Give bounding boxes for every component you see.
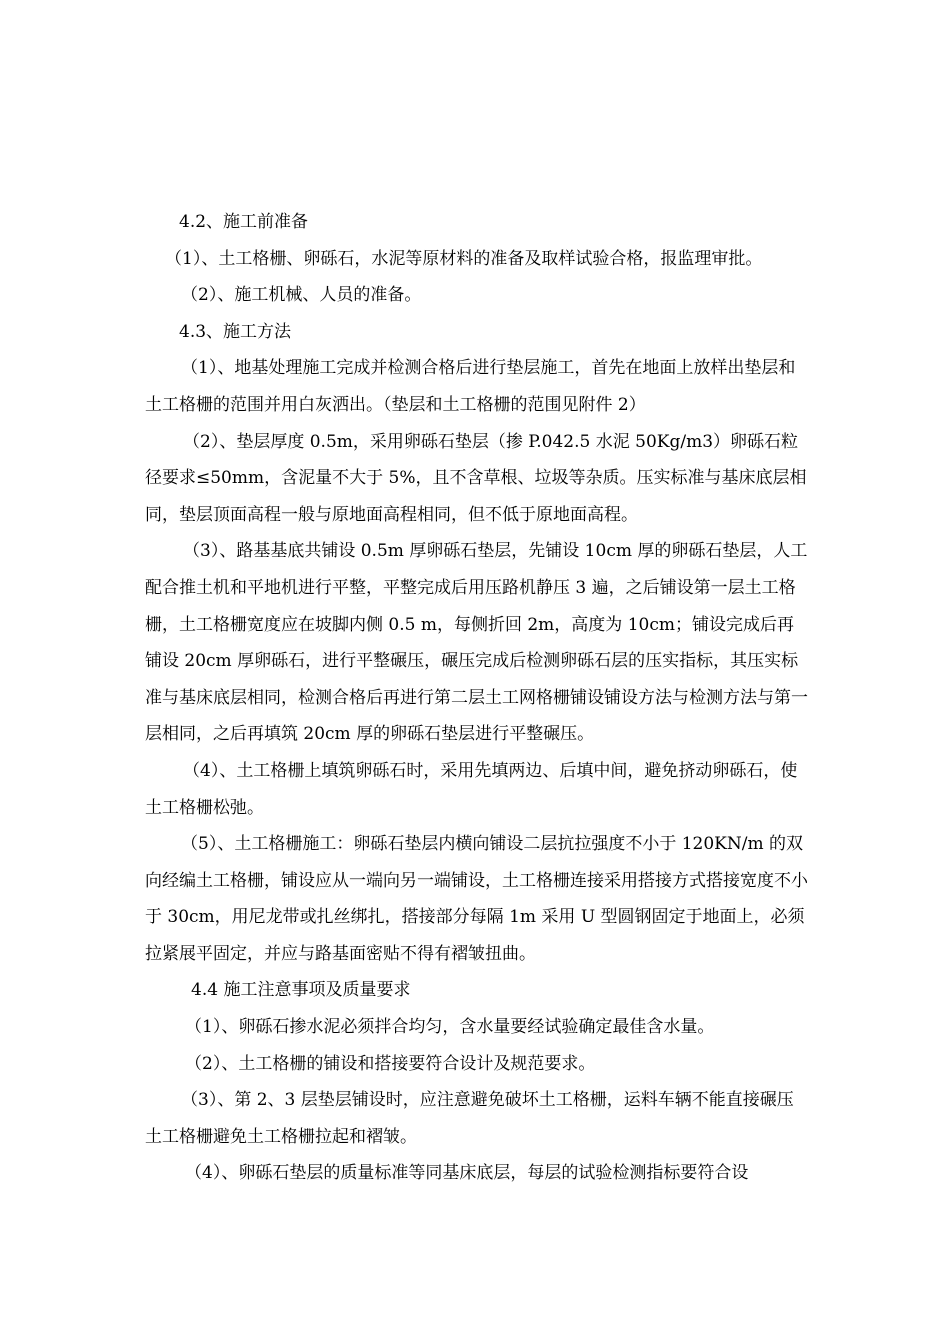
paragraph-method-2: （2）、垫层厚度 0.5m，采用卵砾石垫层（掺 P.042.5 水泥 50Kg/m3）卵砾石粒径要求≤50mm，含泥量不大于 5%，且不含草根、垃圾等杂质。压实标准与基床底层相同，垫层顶面高程一般与原地面高程相同，但不低于原地面高程。 [145, 431, 807, 525]
paragraph-method-5: （5）、土工格栅施工：卵砾石垫层内横向铺设二层抗拉强度不小于 120KN/m 的双向经编土工格栅，铺设应从一端向另一端铺设，土工格栅连接采用搭接方式搭接宽度不小于 30cm，用尼龙带或扎丝绑扎，搭接部分每隔 1m 采用 U 型圆钢固定于地面上，必须拉紧展平固定，并应与路基面密贴不得有褶皱扭曲。 [145, 834, 808, 964]
document-body [145, 204, 810, 1192]
paragraph-quality-2: （2）、土工格栅的铺设和搭接要符合设计及规范要求。 [185, 1053, 596, 1074]
paragraph-method-4: （4）、土工格栅上填筑卵砾石时，采用先填两边、后填中间，避免挤动卵砾石，使土工格栅松弛。 [145, 760, 798, 818]
paragraph-method-1: （1）、地基处理施工完成并检测合格后进行垫层施工，首先在地面上放样出垫层和土工格栅的范围并用白灰洒出。（垫层和土工格栅的范围见附件 2） [145, 358, 796, 415]
paragraph-quality-4: （4）、卵砾石垫层的质量标准等同基床底层，每层的试验检测指标要符合设 [185, 1163, 749, 1184]
paragraph-quality-3: （3）、第 2、3 层垫层铺设时，应注意避免破坏土工格栅，运料车辆不能直接碾压土工格栅避免土工格栅拉起和褶皱。 [145, 1090, 794, 1147]
section-heading-4-2: 4.2、施工前准备 [179, 212, 309, 232]
section-heading-4-3: 4.3、施工方法 [179, 321, 292, 342]
paragraph-prep-1: （1）、土工格栅、卵砾石，水泥等原材料的准备及取样试验合格，报监理审批。 [165, 248, 763, 269]
paragraph-method-3: （3）、路基基底共铺设 0.5m 厚卵砾石垫层，先铺设 10cm 厚的卵砾石垫层，人工配合推土机和平地机进行平整，平整完成后用压路机静压 3 遍，之后铺设第一层土工格栅，土工格栅宽度应在坡脚内侧 0.5 m，每侧折回 2m，高度为 10cm；铺设完成后再铺设 20cm 厚卵砾石，进行平整碾压，碾压完成后检测卵砾石层的压实指标，其压实标准与基床底层相同，检测合格后再进行第二层土工网格栅铺设铺设方法与检测方法与第一层相同，之后再填筑 20cm 厚的卵砾石垫层进行平整碾压。 [145, 541, 808, 745]
section-heading-4-4: 4.4 施工注意事项及质量要求 [191, 980, 411, 1001]
paragraph-quality-1: （1）、卵砾石掺水泥必须拌合均匀，含水量要经试验确定最佳含水量。 [185, 1017, 715, 1038]
paragraph-prep-2: （2）、施工机械、人员的准备。 [181, 285, 422, 306]
